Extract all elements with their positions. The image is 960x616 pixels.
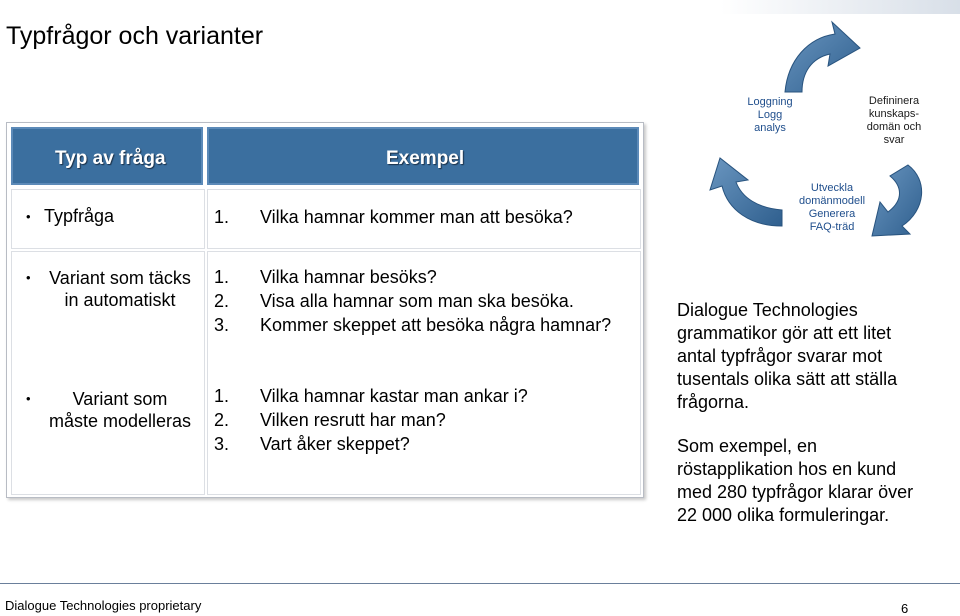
cycle-step-logging-line: analys <box>754 122 786 134</box>
item-number: 1. <box>214 386 230 406</box>
cycle-step-define-line: kunskaps- <box>868 108 920 120</box>
item-text: Vilka hamnar kommer man att besöka? <box>260 207 573 227</box>
item-number: 1. <box>214 207 230 227</box>
cycle-step-logging-line: Logg <box>757 109 783 121</box>
footer-divider <box>0 583 960 584</box>
variant-model-line2: måste modelleras <box>48 411 192 431</box>
item-number: 1. <box>214 267 230 287</box>
header-type-label: Typ av fråga <box>55 148 166 169</box>
side-line: röstapplikation hos en kund <box>677 459 897 479</box>
cycle-step-define-line: svar <box>883 134 905 146</box>
side-paragraph-1 <box>677 299 947 414</box>
variant-auto-label <box>44 267 196 311</box>
variant-auto-line1: • Variant som täcks <box>49 268 191 288</box>
variant-auto-line2: in automatiskt <box>64 290 176 310</box>
item-text: Vilka hamnar kastar man ankar i? <box>260 386 528 406</box>
item-text: Vilka hamnar besöks? <box>260 267 437 287</box>
cycle-step-develop-line: Generera <box>808 208 856 220</box>
cycle-step-develop <box>792 182 872 234</box>
item-text: Vart åker skeppet? <box>260 434 410 454</box>
process-cycle-diagram <box>690 0 960 245</box>
cycle-step-develop-line: Utveckla <box>810 182 854 194</box>
page-number: 6 <box>901 601 909 616</box>
side-line: Dialogue Technologies <box>677 300 858 320</box>
example-b-1 <box>214 384 634 408</box>
cycle-step-define <box>854 95 934 147</box>
variant-model-line1: • Variant som <box>72 389 168 409</box>
cycle-arrow-left <box>710 158 782 226</box>
cycle-arrow-right <box>872 165 922 236</box>
cycle-step-logging <box>730 96 810 135</box>
question-table <box>6 122 644 498</box>
item-number: 3. <box>214 315 230 335</box>
side-line: Som exempel, en <box>677 436 818 456</box>
row2-label-cell <box>11 251 205 495</box>
cycle-step-develop-line: FAQ-träd <box>809 221 855 233</box>
cycle-step-define-line: domän och <box>866 121 922 133</box>
side-line: antal typfrågor svarar mot <box>677 346 883 366</box>
side-line: tusentals olika sätt att ställa <box>677 369 898 389</box>
example-a-3 <box>214 313 634 337</box>
example-b-2 <box>214 408 634 432</box>
item-text: Visa alla hamnar som man ska besöka. <box>260 291 574 311</box>
side-paragraph-2 <box>677 435 947 527</box>
side-line: frågorna. <box>677 392 750 412</box>
example-b-3 <box>214 432 634 456</box>
header-example <box>207 127 639 185</box>
cycle-step-develop-line: domänmodell <box>798 195 866 207</box>
row2-example-cell <box>207 251 641 495</box>
cycle-step-define-line: Defininera <box>868 95 920 107</box>
row1-label-cell <box>11 189 205 249</box>
row1-example-item <box>214 205 634 229</box>
item-number: 2. <box>214 410 230 430</box>
page-title: Typfrågor och varianter <box>6 22 264 50</box>
row1-label: • Typfråga <box>44 206 114 227</box>
item-number: 2. <box>214 291 230 311</box>
variant-model-label <box>44 388 196 432</box>
example-a-2 <box>214 289 634 313</box>
side-line: med 280 typfrågor klarar över <box>677 482 914 502</box>
row1-example-cell <box>207 189 641 249</box>
side-line: 22 000 olika formuleringar. <box>677 505 890 525</box>
item-text: Vilken resrutt har man? <box>260 410 446 430</box>
cycle-step-logging-line: Loggning <box>747 96 793 108</box>
header-example-label: Exempel <box>386 148 465 169</box>
header-type <box>11 127 203 185</box>
cycle-arrow-top <box>785 22 860 92</box>
item-text: Kommer skeppet att besöka några hamnar? <box>260 315 612 335</box>
example-a-1 <box>214 265 634 289</box>
side-line: grammatikor gör att ett litet <box>677 323 892 343</box>
footer-text: Dialogue Technologies proprietary <box>5 598 202 613</box>
item-number: 3. <box>214 434 230 454</box>
